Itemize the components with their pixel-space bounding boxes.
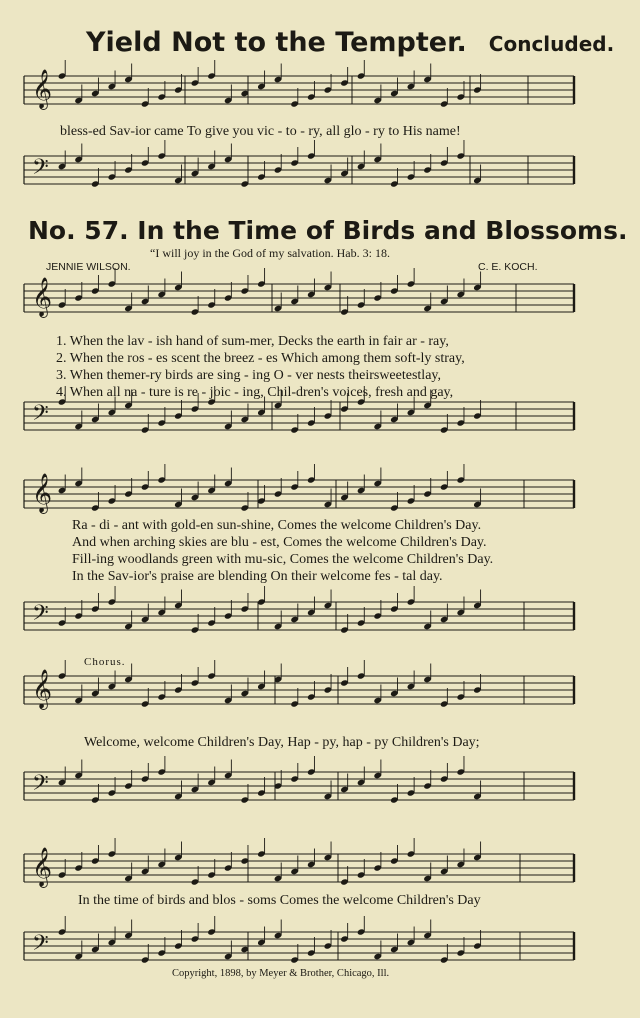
treble-clef-icon: 𝄞 [32,277,53,317]
treble-clef-icon: 𝄞 [32,473,53,513]
verse-1-line-1: 1. When the lav - ish hand of sum-mer, Decks the earth in fair ar - ray, [56,334,449,349]
verse-3-line-2: Fill-ing woodlands green with mu-sic, Comes the welcome Children's Day. [72,552,494,567]
copyright-notice: Copyright, 1898, by Meyer & Brother, Chicago, Ill. [172,968,390,979]
previous-hymn-title-text: Yield Not to the Tempter. [86,27,467,58]
bass-clef-icon: 𝄢 [32,601,49,631]
verse-4-line-1: 4. When all na - ture is re - joic - ing, Chil-dren's voices, fresh and gay, [56,385,454,400]
scripture-reference: “I will joy in the God of my salvation. Hab. 3: 18. [150,246,390,260]
previous-hymn-subtitle: Concluded. [488,32,615,56]
author-music: C. E. KOCH. [478,261,538,273]
hymn-title: No. 57. In the Time of Birds and Blossoms. [28,216,628,245]
chorus-lyric-1: Welcome, welcome Children's Day, Hap - py, hap - py Children's Day; [84,735,480,750]
treble-clef-icon: 𝄞 [32,69,53,109]
treble-clef-icon: 𝄞 [32,847,53,887]
author-words: JENNIE WILSON. [46,261,131,273]
verse-1-line-2: Ra - di - ant with gold-en sun-shine, Comes the welcome Children's Day. [72,518,482,533]
treble-clef-icon: 𝄞 [32,669,53,709]
bass-clef-icon: 𝄢 [32,155,49,185]
bass-clef-icon: 𝄢 [32,401,49,431]
verse-2-line-2: And when arching skies are blu - est, Comes the welcome Children's Day. [72,535,487,550]
verse-4-line-2: In the Sav-ior's praise are blending On their welcome fes - tal day. [72,569,443,584]
bass-clef-icon: 𝄢 [32,931,49,961]
previous-hymn-lyric: bless-ed Sav-ior came To give you vic - to - ry, all glo - ry to His name! [60,124,461,139]
verse-2-line-1: 2. When the ros - es scent the breez - es Which among them soft-ly stray, [56,351,465,366]
verse-3-line-1: 3. When themer-ry birds are sing - ing O - ver nests theirsweetestlay, [56,368,441,383]
bass-clef-icon: 𝄢 [32,771,49,801]
chorus-label: Chorus. [84,656,126,668]
chorus-lyric-2: In the time of birds and blos - soms Comes the welcome Children's Day [78,893,481,908]
